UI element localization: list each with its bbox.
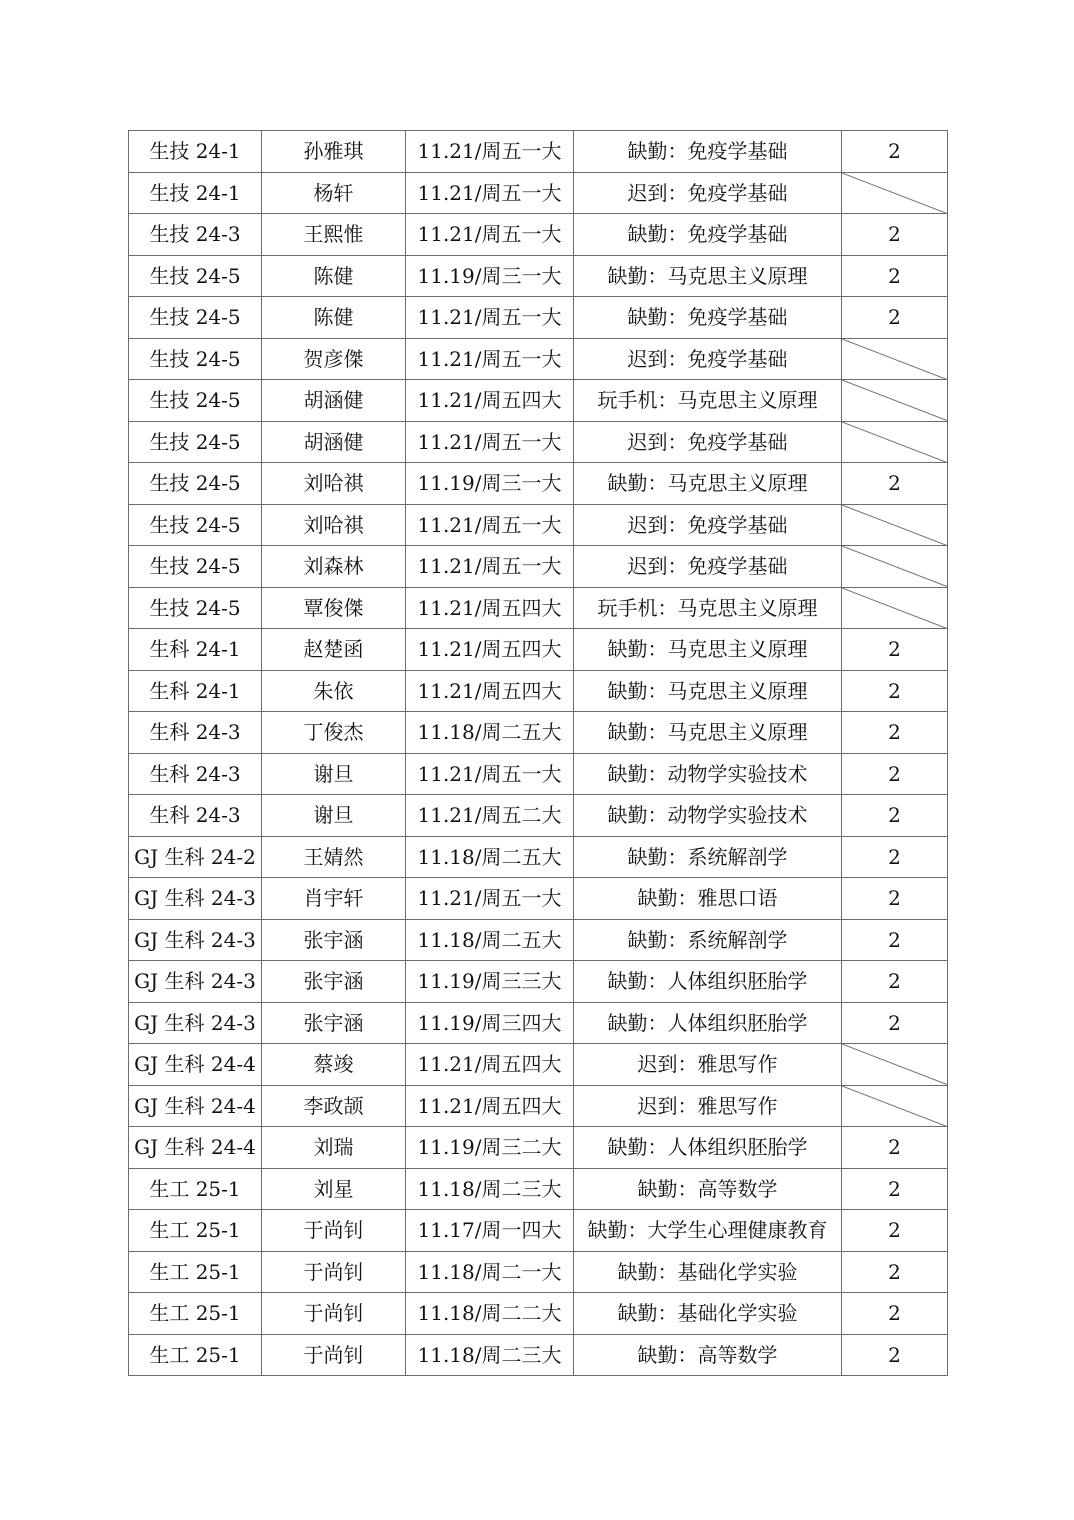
table-row <box>129 380 948 422</box>
student-name-cell: 张宇涵 <box>262 1002 406 1044</box>
table-row <box>129 836 948 878</box>
date-period-cell: 11.21/周五四大 <box>406 587 574 629</box>
reason-cell: 缺勤：大学生心理健康教育 <box>574 1210 842 1252</box>
date-period-cell: 11.21/周五一大 <box>406 297 574 339</box>
student-name-cell: 陈健 <box>262 297 406 339</box>
empty-cell-diagonal-line <box>842 1086 947 1127</box>
hours-cell: 2 <box>842 1168 948 1210</box>
student-name-cell: 于尚钊 <box>262 1210 406 1252</box>
hours-cell <box>842 380 948 422</box>
date-period-cell: 11.21/周五一大 <box>406 753 574 795</box>
table-row <box>129 919 948 961</box>
date-period-cell: 11.18/周二三大 <box>406 1334 574 1376</box>
class-cell: GJ 生科 24-3 <box>129 961 262 1003</box>
date-period-cell: 11.18/周二一大 <box>406 1251 574 1293</box>
class-cell: 生科 24-3 <box>129 712 262 754</box>
hours-cell: 2 <box>842 1127 948 1169</box>
table-row <box>129 795 948 837</box>
hours-cell <box>842 172 948 214</box>
reason-cell: 迟到：免疫学基础 <box>574 172 842 214</box>
student-name-cell: 陈健 <box>262 255 406 297</box>
student-name-cell: 杨轩 <box>262 172 406 214</box>
student-name-cell: 刘星 <box>262 1168 406 1210</box>
class-cell: 生科 24-3 <box>129 753 262 795</box>
student-name-cell: 孙雅琪 <box>262 131 406 173</box>
student-name-cell: 张宇涵 <box>262 919 406 961</box>
table-row <box>129 131 948 173</box>
class-cell: 生技 24-5 <box>129 504 262 546</box>
table-row <box>129 1085 948 1127</box>
hours-cell: 2 <box>842 1334 948 1376</box>
class-cell: GJ 生科 24-4 <box>129 1085 262 1127</box>
table-row <box>129 338 948 380</box>
date-period-cell: 11.21/周五四大 <box>406 629 574 671</box>
student-name-cell: 谢旦 <box>262 795 406 837</box>
hours-cell: 2 <box>842 836 948 878</box>
reason-cell: 迟到：雅思写作 <box>574 1085 842 1127</box>
student-name-cell: 刘哈祺 <box>262 504 406 546</box>
student-name-cell: 于尚钊 <box>262 1334 406 1376</box>
hours-cell: 2 <box>842 1293 948 1335</box>
student-name-cell: 赵楚函 <box>262 629 406 671</box>
reason-cell: 玩手机：马克思主义原理 <box>574 587 842 629</box>
hours-cell: 2 <box>842 1251 948 1293</box>
empty-cell-diagonal-line <box>842 380 947 421</box>
hours-cell: 2 <box>842 1210 948 1252</box>
date-period-cell: 11.21/周五四大 <box>406 1044 574 1086</box>
reason-cell: 缺勤：马克思主义原理 <box>574 255 842 297</box>
student-name-cell: 王婧然 <box>262 836 406 878</box>
student-name-cell: 贺彦傑 <box>262 338 406 380</box>
date-period-cell: 11.21/周五四大 <box>406 380 574 422</box>
table-row <box>129 297 948 339</box>
hours-cell: 2 <box>842 1002 948 1044</box>
class-cell: 生技 24-5 <box>129 463 262 505</box>
table-row <box>129 670 948 712</box>
date-period-cell: 11.18/周二五大 <box>406 712 574 754</box>
table-row <box>129 587 948 629</box>
empty-cell-diagonal-line <box>842 505 947 546</box>
student-name-cell: 于尚钊 <box>262 1251 406 1293</box>
empty-cell-diagonal-line <box>842 422 947 463</box>
reason-cell: 缺勤：系统解剖学 <box>574 836 842 878</box>
reason-cell: 缺勤：系统解剖学 <box>574 919 842 961</box>
date-period-cell: 11.18/周二三大 <box>406 1168 574 1210</box>
hours-cell <box>842 1085 948 1127</box>
hours-cell: 2 <box>842 753 948 795</box>
table-row <box>129 504 948 546</box>
hours-cell: 2 <box>842 919 948 961</box>
table-row <box>129 421 948 463</box>
reason-cell: 缺勤：基础化学实验 <box>574 1293 842 1335</box>
date-period-cell: 11.21/周五一大 <box>406 546 574 588</box>
date-period-cell: 11.19/周三二大 <box>406 1127 574 1169</box>
table-row <box>129 546 948 588</box>
hours-cell: 2 <box>842 670 948 712</box>
student-name-cell: 李政颉 <box>262 1085 406 1127</box>
hours-cell: 2 <box>842 214 948 256</box>
hours-cell: 2 <box>842 131 948 173</box>
table-row <box>129 1002 948 1044</box>
date-period-cell: 11.21/周五一大 <box>406 131 574 173</box>
class-cell: 生技 24-3 <box>129 214 262 256</box>
class-cell: GJ 生科 24-3 <box>129 919 262 961</box>
date-period-cell: 11.18/周二五大 <box>406 836 574 878</box>
empty-cell-diagonal-line <box>842 173 947 214</box>
reason-cell: 缺勤：马克思主义原理 <box>574 670 842 712</box>
class-cell: 生工 25-1 <box>129 1210 262 1252</box>
attendance-record-table <box>128 130 948 1376</box>
hours-cell <box>842 1044 948 1086</box>
table-row <box>129 255 948 297</box>
reason-cell: 缺勤：高等数学 <box>574 1334 842 1376</box>
class-cell: 生技 24-5 <box>129 587 262 629</box>
table-row <box>129 629 948 671</box>
class-cell: 生技 24-5 <box>129 338 262 380</box>
reason-cell: 缺勤：马克思主义原理 <box>574 463 842 505</box>
date-period-cell: 11.19/周三三大 <box>406 961 574 1003</box>
reason-cell: 迟到：免疫学基础 <box>574 546 842 588</box>
class-cell: 生技 24-5 <box>129 297 262 339</box>
table-row <box>129 753 948 795</box>
hours-cell <box>842 587 948 629</box>
student-name-cell: 覃俊傑 <box>262 587 406 629</box>
reason-cell: 缺勤：免疫学基础 <box>574 214 842 256</box>
empty-cell-diagonal-line <box>842 1044 947 1085</box>
date-period-cell: 11.21/周五二大 <box>406 795 574 837</box>
class-cell: 生科 24-3 <box>129 795 262 837</box>
table-row <box>129 1168 948 1210</box>
student-name-cell: 刘哈祺 <box>262 463 406 505</box>
date-period-cell: 11.19/周三一大 <box>406 463 574 505</box>
class-cell: 生工 25-1 <box>129 1251 262 1293</box>
class-cell: GJ 生科 24-4 <box>129 1127 262 1169</box>
date-period-cell: 11.21/周五四大 <box>406 1085 574 1127</box>
table-row <box>129 1127 948 1169</box>
reason-cell: 缺勤：动物学实验技术 <box>574 795 842 837</box>
table-row <box>129 1334 948 1376</box>
table-row <box>129 1210 948 1252</box>
reason-cell: 缺勤：人体组织胚胎学 <box>574 1127 842 1169</box>
class-cell: 生科 24-1 <box>129 670 262 712</box>
student-name-cell: 刘森林 <box>262 546 406 588</box>
student-name-cell: 张宇涵 <box>262 961 406 1003</box>
date-period-cell: 11.21/周五一大 <box>406 504 574 546</box>
table-row <box>129 961 948 1003</box>
student-name-cell: 朱依 <box>262 670 406 712</box>
class-cell: GJ 生科 24-2 <box>129 836 262 878</box>
class-cell: 生技 24-5 <box>129 380 262 422</box>
table-row <box>129 878 948 920</box>
student-name-cell: 肖宇轩 <box>262 878 406 920</box>
table-row <box>129 712 948 754</box>
hours-cell: 2 <box>842 795 948 837</box>
hours-cell: 2 <box>842 878 948 920</box>
student-name-cell: 胡涵健 <box>262 421 406 463</box>
date-period-cell: 11.21/周五一大 <box>406 338 574 380</box>
hours-cell: 2 <box>842 255 948 297</box>
hours-cell: 2 <box>842 463 948 505</box>
reason-cell: 缺勤：高等数学 <box>574 1168 842 1210</box>
hours-cell <box>842 421 948 463</box>
empty-cell-diagonal-line <box>842 339 947 380</box>
table-row <box>129 214 948 256</box>
reason-cell: 迟到：雅思写作 <box>574 1044 842 1086</box>
class-cell: 生工 25-1 <box>129 1293 262 1335</box>
class-cell: GJ 生科 24-4 <box>129 1044 262 1086</box>
reason-cell: 缺勤：人体组织胚胎学 <box>574 961 842 1003</box>
hours-cell: 2 <box>842 297 948 339</box>
date-period-cell: 11.21/周五四大 <box>406 670 574 712</box>
student-name-cell: 王熙惟 <box>262 214 406 256</box>
class-cell: 生科 24-1 <box>129 629 262 671</box>
class-cell: GJ 生科 24-3 <box>129 878 262 920</box>
table-row <box>129 1251 948 1293</box>
reason-cell: 缺勤：人体组织胚胎学 <box>574 1002 842 1044</box>
empty-cell-diagonal-line <box>842 588 947 629</box>
hours-cell: 2 <box>842 629 948 671</box>
hours-cell <box>842 338 948 380</box>
hours-cell <box>842 504 948 546</box>
class-cell: 生工 25-1 <box>129 1168 262 1210</box>
table-row <box>129 172 948 214</box>
reason-cell: 缺勤：动物学实验技术 <box>574 753 842 795</box>
student-name-cell: 于尚钊 <box>262 1293 406 1335</box>
class-cell: 生技 24-5 <box>129 255 262 297</box>
student-name-cell: 蔡竣 <box>262 1044 406 1086</box>
hours-cell: 2 <box>842 961 948 1003</box>
reason-cell: 缺勤：马克思主义原理 <box>574 712 842 754</box>
reason-cell: 玩手机：马克思主义原理 <box>574 380 842 422</box>
reason-cell: 缺勤：免疫学基础 <box>574 131 842 173</box>
student-name-cell: 丁俊杰 <box>262 712 406 754</box>
student-name-cell: 胡涵健 <box>262 380 406 422</box>
reason-cell: 迟到：免疫学基础 <box>574 504 842 546</box>
attendance-table-body <box>129 131 948 1376</box>
reason-cell: 缺勤：免疫学基础 <box>574 297 842 339</box>
empty-cell-diagonal-line <box>842 546 947 587</box>
reason-cell: 缺勤：马克思主义原理 <box>574 629 842 671</box>
reason-cell: 迟到：免疫学基础 <box>574 421 842 463</box>
class-cell: 生工 25-1 <box>129 1334 262 1376</box>
table-row <box>129 1293 948 1335</box>
date-period-cell: 11.19/周三一大 <box>406 255 574 297</box>
date-period-cell: 11.17/周一四大 <box>406 1210 574 1252</box>
date-period-cell: 11.18/周二二大 <box>406 1293 574 1335</box>
date-period-cell: 11.21/周五一大 <box>406 878 574 920</box>
date-period-cell: 11.18/周二五大 <box>406 919 574 961</box>
date-period-cell: 11.21/周五一大 <box>406 421 574 463</box>
class-cell: 生技 24-5 <box>129 546 262 588</box>
hours-cell <box>842 546 948 588</box>
student-name-cell: 谢旦 <box>262 753 406 795</box>
reason-cell: 缺勤：基础化学实验 <box>574 1251 842 1293</box>
class-cell: GJ 生科 24-3 <box>129 1002 262 1044</box>
class-cell: 生技 24-1 <box>129 172 262 214</box>
hours-cell: 2 <box>842 712 948 754</box>
date-period-cell: 11.21/周五一大 <box>406 172 574 214</box>
class-cell: 生技 24-5 <box>129 421 262 463</box>
reason-cell: 缺勤：雅思口语 <box>574 878 842 920</box>
date-period-cell: 11.21/周五一大 <box>406 214 574 256</box>
reason-cell: 迟到：免疫学基础 <box>574 338 842 380</box>
student-name-cell: 刘瑞 <box>262 1127 406 1169</box>
date-period-cell: 11.19/周三四大 <box>406 1002 574 1044</box>
class-cell: 生技 24-1 <box>129 131 262 173</box>
table-row <box>129 463 948 505</box>
table-row <box>129 1044 948 1086</box>
